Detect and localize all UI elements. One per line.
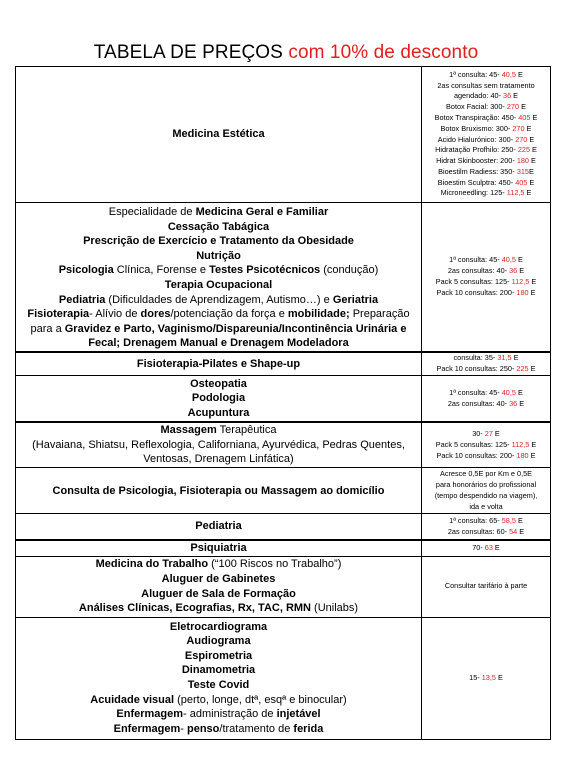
text-segment: (Dificuldades de Aprendizagem, Autismo…) e xyxy=(105,293,333,306)
text-segment: Acuidade visual xyxy=(90,693,175,706)
cell-line xyxy=(16,649,421,664)
discount-price: 270 xyxy=(512,123,525,133)
cell-line xyxy=(16,406,421,421)
cell-line xyxy=(16,293,421,308)
discount-price: 40,5 xyxy=(501,255,516,265)
discount-price: 270 xyxy=(515,134,528,144)
cell-line xyxy=(422,581,550,592)
text-segment: Análises Clínicas, Ecografias, Rx, TAC, RMN xyxy=(78,602,311,615)
text-segment: Fisioterapia xyxy=(27,308,90,321)
cell-line xyxy=(422,91,550,102)
text-segment: para honorários do profissional xyxy=(435,480,537,490)
price-cell xyxy=(422,468,551,514)
text-segment: E xyxy=(517,398,525,408)
text-segment: Dinamometria xyxy=(181,664,256,677)
text-segment: E xyxy=(529,439,537,449)
service-cell xyxy=(16,67,422,203)
price-row xyxy=(16,376,551,422)
discount-price: 63 xyxy=(484,542,493,552)
text-segment: Consultar tarifário à parte xyxy=(444,581,528,591)
text-segment: (Havaiana, Shiatsu, Reflexologia, Californiana, Ayurvédica, Pedras Quentes, xyxy=(32,438,405,451)
cell-line xyxy=(16,587,421,602)
price-row xyxy=(16,67,551,203)
cell-line xyxy=(16,557,421,572)
price-cell xyxy=(422,376,551,422)
text-segment: E xyxy=(517,266,525,276)
cell-line xyxy=(422,124,550,135)
text-segment: Pediatria xyxy=(195,520,242,533)
text-segment: 1ª consulta: 45- xyxy=(449,69,502,79)
discount-price: 225 xyxy=(517,145,531,155)
discount-price: 58,5 xyxy=(501,515,516,525)
text-segment: - administração de xyxy=(183,708,277,721)
text-segment: 1ª consulta: 45- xyxy=(449,387,502,397)
price-cell xyxy=(422,422,551,468)
text-segment: consulta: 35- xyxy=(453,353,498,363)
service-cell xyxy=(16,468,422,514)
discount-price: 27 xyxy=(484,428,493,438)
cell-line xyxy=(16,678,421,693)
price-row xyxy=(16,540,551,556)
cell-line xyxy=(16,572,421,587)
cell-line xyxy=(422,70,550,81)
cell-line xyxy=(422,353,550,364)
cell-line xyxy=(422,113,550,124)
text-segment: E xyxy=(524,123,532,133)
text-segment: (Unilabs) xyxy=(311,602,359,615)
text-segment: E xyxy=(492,428,500,438)
cell-line xyxy=(422,469,550,480)
text-segment: /tratamento de xyxy=(219,722,294,735)
text-segment: Audiograma xyxy=(186,635,251,648)
text-segment: 15- xyxy=(469,672,482,682)
text-segment: Botox Transpiração: 450- xyxy=(434,112,519,122)
text-segment: Teste Covid xyxy=(187,679,250,692)
text-segment: E xyxy=(529,276,537,286)
cell-line xyxy=(422,145,550,156)
text-segment: Bioestilm Radiess: 350- xyxy=(438,166,517,176)
price-cell xyxy=(422,203,551,352)
text-segment: Acupuntura xyxy=(187,406,250,419)
text-segment: E xyxy=(515,69,523,79)
cell-line xyxy=(16,620,421,635)
cell-line xyxy=(16,707,421,722)
cell-line xyxy=(16,234,421,249)
text-segment: - xyxy=(180,722,187,735)
text-segment: E xyxy=(528,364,536,374)
text-segment: E xyxy=(527,177,535,187)
cell-line xyxy=(422,167,550,178)
cell-line xyxy=(16,357,421,372)
cell-line xyxy=(422,480,550,491)
text-segment: E xyxy=(529,166,534,176)
discount-price: 405 xyxy=(518,112,531,122)
text-segment: Nutrição xyxy=(196,249,241,262)
text-segment: E xyxy=(528,450,536,460)
cell-line xyxy=(422,451,550,462)
service-cell xyxy=(16,540,422,556)
text-segment: 2as consultas: 60- xyxy=(447,526,510,536)
text-segment: Eletrocardiograma xyxy=(169,620,268,633)
text-segment: E xyxy=(511,353,519,363)
text-segment: 30- xyxy=(472,428,485,438)
text-segment: Medicina Estética xyxy=(172,128,265,141)
text-segment: dores xyxy=(140,308,171,321)
cell-line xyxy=(16,278,421,293)
cell-line xyxy=(422,399,550,410)
price-cell xyxy=(422,617,551,739)
page-title xyxy=(0,42,572,64)
cell-line xyxy=(422,543,550,554)
cell-line xyxy=(16,634,421,649)
discount-price: 54 xyxy=(509,526,518,536)
price-cell xyxy=(422,352,551,376)
text-segment: (“100 Riscos no Trabalho”) xyxy=(208,558,342,571)
text-segment: /potenciação da força e xyxy=(170,308,288,321)
title-main: TABELA DE PREÇOS xyxy=(93,42,283,63)
cell-line xyxy=(16,484,421,499)
cell-line xyxy=(422,266,550,277)
price-cell xyxy=(422,514,551,540)
text-segment: Prescrição de Exercício e Tratamento da Obesidade xyxy=(83,235,354,248)
text-segment: E xyxy=(530,112,538,122)
text-segment: agendado: 40- xyxy=(453,91,504,101)
price-cell xyxy=(422,556,551,617)
price-cell xyxy=(422,67,551,203)
service-cell xyxy=(16,422,422,468)
text-segment: E xyxy=(515,255,523,265)
cell-line xyxy=(422,527,550,538)
cell-line xyxy=(422,440,550,451)
discount-price: 31,5 xyxy=(497,353,512,363)
text-segment: Massagem xyxy=(160,424,217,437)
cell-line xyxy=(16,663,421,678)
cell-line xyxy=(16,127,421,142)
discount-price: 112,5 xyxy=(511,276,530,286)
text-segment: Acresce 0,5E por Km e 0,5E xyxy=(439,469,533,479)
text-segment: Botox Facial: 300- xyxy=(446,102,507,112)
text-segment: Consulta de Psicologia, Fisioterapia ou Massagem ao domicílio xyxy=(52,484,385,497)
discount-price: 180 xyxy=(516,450,529,460)
text-segment: Ventosas, Drenagem Linfática) xyxy=(143,453,294,466)
cell-line xyxy=(16,377,421,392)
text-segment: E xyxy=(529,156,536,166)
cell-line xyxy=(422,188,550,199)
text-segment: Hidrat Skinbooster: 200- xyxy=(436,156,517,166)
cell-line xyxy=(422,135,550,146)
text-segment: Acido Hialurónico: 300- xyxy=(437,134,516,144)
text-segment: 70- xyxy=(472,542,485,552)
cell-line xyxy=(422,277,550,288)
text-segment: - Alívio de xyxy=(89,308,141,321)
cell-line xyxy=(422,81,550,92)
text-segment: 2as consultas sem tratamento xyxy=(437,80,535,90)
cell-line xyxy=(16,693,421,708)
price-cell xyxy=(422,540,551,556)
text-segment: Microneedling: 125- xyxy=(440,188,507,198)
text-segment: Podologia xyxy=(191,392,246,405)
discount-price: 315 xyxy=(516,166,529,176)
text-segment: injetável xyxy=(276,708,321,721)
cell-line xyxy=(16,452,421,467)
price-row xyxy=(16,468,551,514)
text-segment: E xyxy=(511,91,519,101)
cell-line xyxy=(422,388,550,399)
discount-price: 225 xyxy=(516,364,529,374)
discount-price: 180 xyxy=(516,287,529,297)
text-segment: penso xyxy=(187,722,220,735)
text-segment: (perto, longe, dtª, esqª e binocular) xyxy=(174,693,347,706)
cell-line xyxy=(422,364,550,375)
text-segment: Enfermagem xyxy=(116,708,184,721)
cell-line xyxy=(16,307,421,351)
text-segment: E xyxy=(517,526,525,536)
cell-line xyxy=(16,220,421,235)
price-row xyxy=(16,422,551,468)
cell-line xyxy=(422,516,550,527)
text-segment: Terapia Ocupacional xyxy=(164,278,273,291)
cell-line xyxy=(422,178,550,189)
service-cell xyxy=(16,617,422,739)
discount-price: 13,5 xyxy=(481,672,496,682)
text-segment: mobilidade; xyxy=(287,308,350,321)
text-segment: Gravidez e Parto, Vaginismo/Dispareunia/Incontinência Urinária e Fecal; Drenagem Manual e Drenagem Modeladora xyxy=(64,322,407,350)
service-cell xyxy=(16,514,422,540)
service-cell xyxy=(16,376,422,422)
text-segment: Aluguer de Sala de Formação xyxy=(141,587,296,600)
text-segment: Testes Psicotécnicos xyxy=(209,264,321,277)
price-row xyxy=(16,514,551,540)
text-segment: Pack 10 consultas: 200- xyxy=(436,287,517,297)
price-row xyxy=(16,556,551,617)
cell-line xyxy=(16,205,421,220)
cell-line xyxy=(16,263,421,278)
text-segment: 1ª consulta: 45- xyxy=(449,255,502,265)
text-segment: Psicologia xyxy=(58,264,114,277)
text-segment: Pack 5 consultas: 125- xyxy=(435,439,512,449)
cell-line xyxy=(422,288,550,299)
discount-price: 112,5 xyxy=(511,439,530,449)
discount-price: 36 xyxy=(503,91,512,101)
price-row xyxy=(16,203,551,352)
service-cell xyxy=(16,556,422,617)
cell-line xyxy=(422,502,550,513)
text-segment: E xyxy=(492,542,500,552)
text-segment: Medicina Geral e Familiar xyxy=(195,206,329,218)
service-cell xyxy=(16,203,422,352)
cell-line xyxy=(422,156,550,167)
cell-line xyxy=(422,429,550,440)
price-row xyxy=(16,617,551,739)
text-segment: E xyxy=(515,387,523,397)
text-segment: Cessação Tabágica xyxy=(167,220,270,233)
text-segment: Osteopatia xyxy=(190,377,247,390)
text-segment: Pediatria xyxy=(58,293,106,306)
text-segment: E xyxy=(527,134,535,144)
text-segment: Psiquiatria xyxy=(190,541,247,554)
cell-line xyxy=(16,601,421,616)
text-segment: 1ª consulta: 65- xyxy=(449,515,502,525)
discount-price: 180 xyxy=(516,156,529,166)
title-accent: com 10% de desconto xyxy=(288,42,479,63)
text-segment: 2as consultas: 40- xyxy=(447,398,510,408)
text-segment: E xyxy=(528,287,536,297)
cell-line xyxy=(422,491,550,502)
text-segment: Clínica, Forense e xyxy=(113,264,210,277)
text-segment: Preparação para a xyxy=(30,308,410,335)
text-segment: ida e volta xyxy=(469,501,503,511)
discount-price: 270 xyxy=(506,102,520,112)
cell-line xyxy=(16,249,421,264)
text-segment: Bioestim Sculptra: 450- xyxy=(437,177,516,187)
cell-line xyxy=(16,519,421,534)
text-segment: Especialidade de xyxy=(108,206,196,218)
price-table xyxy=(15,66,551,740)
price-row xyxy=(16,352,551,376)
discount-price: 112,5 xyxy=(506,188,525,198)
text-segment: Hidratação Profhilo: 250- xyxy=(435,145,518,155)
discount-price: 40,5 xyxy=(501,69,516,79)
text-segment: Aluguer de Gabinetes xyxy=(161,572,276,585)
cell-line xyxy=(16,391,421,406)
cell-line xyxy=(16,722,421,737)
text-segment: Pack 10 consultas: 200- xyxy=(436,450,517,460)
service-cell xyxy=(16,352,422,376)
cell-line xyxy=(16,423,421,438)
text-segment: (condução) xyxy=(320,264,379,277)
text-segment: E xyxy=(530,145,537,155)
text-segment: ferida xyxy=(293,722,324,735)
text-segment: Enfermagem xyxy=(113,722,181,735)
discount-price: 36 xyxy=(509,266,518,276)
text-segment: Geriatria xyxy=(332,293,379,306)
discount-price: 36 xyxy=(509,398,518,408)
text-segment: E xyxy=(524,188,532,198)
text-segment: (tempo despendido na viagem), xyxy=(434,490,538,500)
cell-line xyxy=(422,102,550,113)
cell-line xyxy=(422,673,550,684)
cell-line xyxy=(16,541,421,556)
text-segment: Botox Bruxismo: 300- xyxy=(440,123,513,133)
text-segment: Terapêutica xyxy=(216,424,277,437)
text-segment: E xyxy=(515,515,523,525)
text-segment: Medicina do Trabalho xyxy=(95,558,209,571)
text-segment: 2as consultas: 40- xyxy=(447,266,510,276)
cell-line xyxy=(16,438,421,453)
text-segment: Pack 10 consultas: 250- xyxy=(436,364,517,374)
text-segment: Fisioterapia-Pilates e Shape-up xyxy=(136,357,301,370)
discount-price: 40,5 xyxy=(501,387,516,397)
cell-line xyxy=(422,255,550,266)
text-segment: Espirometria xyxy=(184,649,253,662)
discount-price: 405 xyxy=(515,177,528,187)
text-segment: E xyxy=(519,102,526,112)
text-segment: E xyxy=(495,672,503,682)
text-segment: Pack 5 consultas: 125- xyxy=(435,276,512,286)
